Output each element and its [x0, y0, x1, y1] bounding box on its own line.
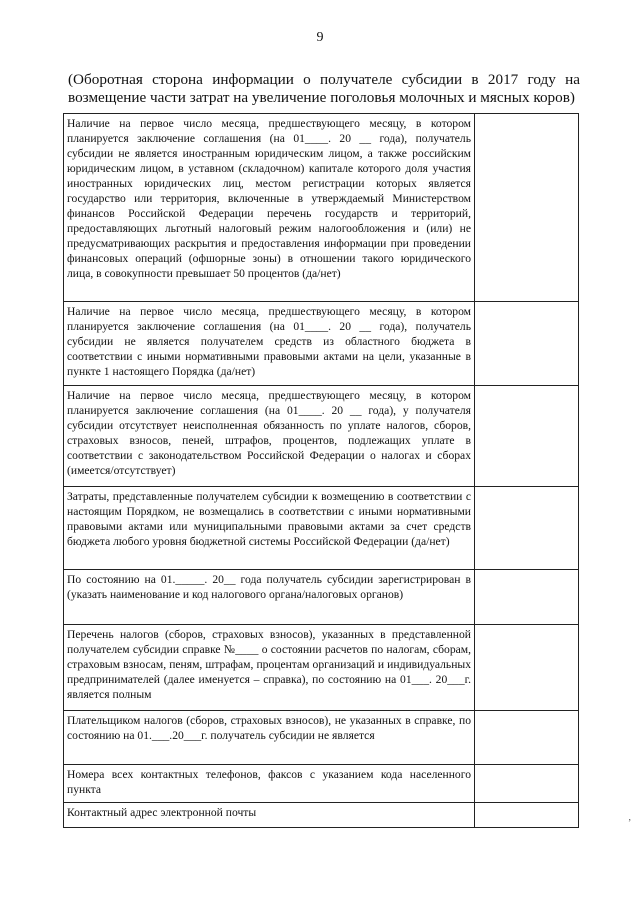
row-value-cell[interactable] — [475, 114, 579, 302]
row-label: Перечень налогов (сборов, страховых взносов), указанных в представленной получателем субсидии справке №____ о состоянии расчетов по налогам, сборам, страховым взносам, пеням, штрафам, процентам организаций и индивидуальных предпринимателей (далее именуется – справка), по состоянию на 01___. 20___г. является полным — [64, 625, 475, 711]
table-row — [64, 765, 579, 803]
row-value-cell[interactable] — [475, 625, 579, 711]
table-row — [64, 487, 579, 570]
row-value-cell[interactable] — [475, 711, 579, 765]
page-number: 9 — [316, 30, 324, 45]
table-row — [64, 625, 579, 711]
row-value-cell[interactable] — [475, 386, 579, 487]
row-label: Затраты, представленные получателем субсидии к возмещению в соответствии с настоящим Порядком, не возмещались в соответствии с иными нормативными правовыми актами или муниципальными правовыми актами за счет средств бюджета любого уровня бюджетной системы Российской Федерации (да/нет) — [64, 487, 475, 570]
margin-scan-mark: ‚ — [628, 812, 632, 823]
row-label: Наличие на первое число месяца, предшествующего месяцу, в котором планируется заключение соглашения (на 01____. 20 __ года), у получателя субсидии отсутствует неисполненная обязанность по уплате налогов, сборов, страховых взносов, пеней, штрафов, процентов, подлежащих уплате в соответствии с законодательством Российской Федерации о налогах и сборах (имеется/отсутствует) — [64, 386, 475, 487]
table-row — [64, 570, 579, 625]
table-row — [64, 803, 579, 828]
row-value-cell[interactable] — [475, 302, 579, 386]
row-label: По состоянию на 01._____. 20__ года получатель субсидии зарегистрирован в (указать наименование и код налогового органа/налоговых органов) — [64, 570, 475, 625]
heading-line-2: возмещение части затрат на увеличение поголовья молочных и мясных коров) — [68, 89, 575, 106]
row-label: Номера всех контактных телефонов, факсов с указанием кода населенного пункта — [64, 765, 475, 803]
page-heading — [68, 71, 580, 107]
table-row — [64, 711, 579, 765]
row-label: Плательщиком налогов (сборов, страховых взносов), не указанных в справке, по состоянию на 01.___.20___г. получатель субсидии не является — [64, 711, 475, 765]
row-label: Наличие на первое число месяца, предшествующего месяцу, в котором планируется заключение соглашения (на 01____. 20 __ года), получатель субсидии не является иностранным юридическим лицом, а также российским юридическим лицом, в уставном (складочном) капитале которого доля участия иностранных юридических лиц, местом регистрации которых является государство или территория, включенные в утверждаемый Министерством финансов Российской Федерации перечень государств и территорий, предоставляющих льготный налоговый режим налогообложения и (или) не предусматривающих раскрытия и предоставления информации при проведении финансовых операций (офшорные зоны) в отношении такого юридического лица, в совокупности превышает 50 процентов (да/нет) — [64, 114, 475, 302]
row-value-cell[interactable] — [475, 803, 579, 828]
heading-line-1: (Оборотная сторона информации о получателе субсидии в 2017 году на — [68, 71, 580, 88]
row-value-cell[interactable] — [475, 570, 579, 625]
row-label: Контактный адрес электронной почты — [64, 803, 475, 828]
table-row — [64, 114, 579, 302]
row-label: Наличие на первое число месяца, предшествующего месяцу, в котором планируется заключение соглашения (на 01____. 20 __ года), получатель субсидии не является получателем средств из областного бюджета в соответствии с иными нормативными правовыми актами на цели, указанные в пункте 1 настоящего Порядка (да/нет) — [64, 302, 475, 386]
table-row — [64, 302, 579, 386]
row-value-cell[interactable] — [475, 487, 579, 570]
recipient-info-table — [63, 113, 579, 828]
row-value-cell[interactable] — [475, 765, 579, 803]
table-row — [64, 386, 579, 487]
